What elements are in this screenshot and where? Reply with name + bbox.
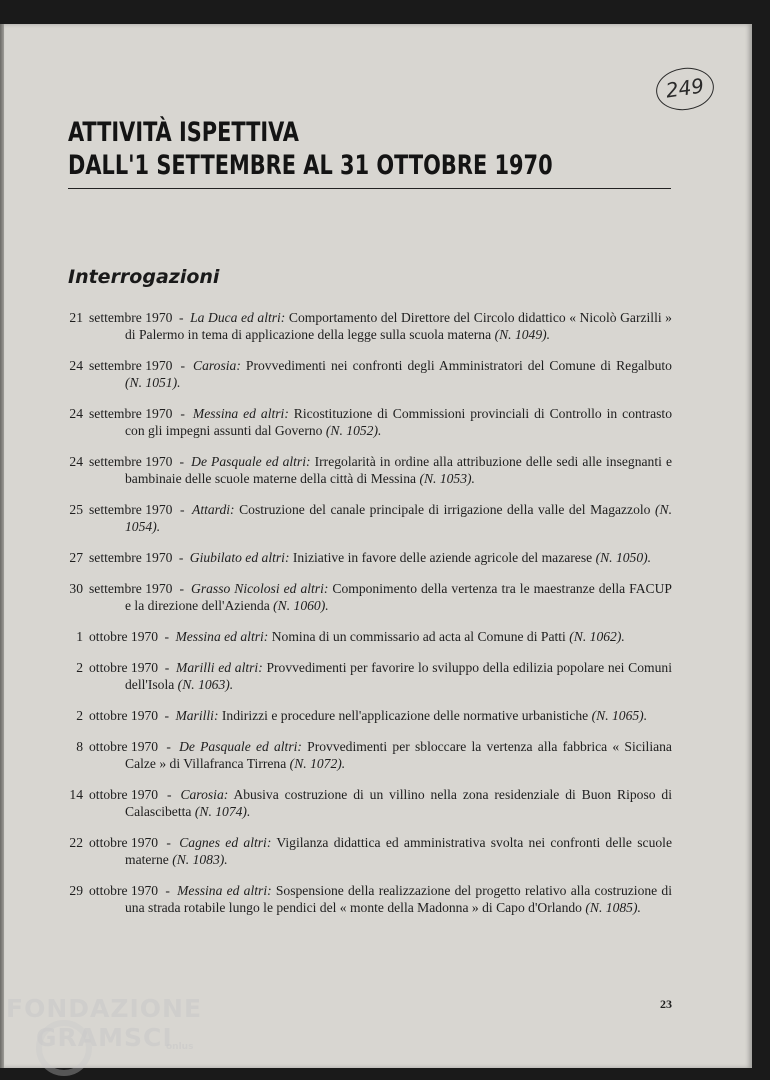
- entry-author: Giubilato ed altri:: [189, 550, 290, 565]
- list-item: [62, 405, 672, 439]
- list-item: [62, 786, 672, 820]
- entry-date: [62, 309, 172, 326]
- entry-author: De Pasquale ed altri:: [179, 739, 302, 754]
- entry-ref: (N. 1049).: [494, 327, 551, 342]
- list-item: [62, 549, 672, 566]
- entry-author: Marilli ed altri:: [176, 660, 263, 675]
- entry-separator: -: [179, 454, 185, 469]
- list-item: [62, 707, 672, 724]
- entry-month: ottobre 1970: [89, 660, 159, 675]
- entry-date: [62, 882, 158, 899]
- list-item: [62, 834, 672, 868]
- title-divider: [68, 188, 671, 189]
- entry-text: Sospensione della realizzazione del progetto relativo alla costruzione di una strada rotabile lungo le pendici del « monte della Madonna » di Capo d'Orlando: [125, 883, 672, 915]
- entry-text: Abusiva costruzione di un villino nella zona residenziale di Buon Riposo di Calascibetta: [125, 787, 673, 819]
- entry-day: 27: [69, 550, 83, 565]
- entry-separator: -: [180, 406, 185, 421]
- entry-date: [62, 357, 172, 374]
- entry-ref: (N. 1085).: [585, 900, 641, 915]
- entry-ref: (N. 1062).: [569, 629, 625, 644]
- list-item: [62, 628, 672, 645]
- entry-month: settembre 1970: [89, 454, 173, 469]
- entry-author: Carosia:: [193, 358, 241, 373]
- entry-text: Vigilanza didattica ed amministrativa svolta nei confronti delle scuole materne: [125, 835, 672, 867]
- entry-author: Messina ed altri:: [175, 629, 269, 644]
- entry-separator: -: [166, 835, 171, 850]
- entry-ref: (N. 1050).: [595, 550, 652, 565]
- entry-text: Ricostituzione di Commissioni provinciali di Controllo in contrasto con gli impegni assunti dal Governo: [125, 406, 672, 438]
- entry-separator: -: [178, 550, 184, 565]
- entry-month: ottobre 1970: [89, 708, 159, 723]
- entry-author: Marilli:: [175, 708, 219, 723]
- list-item: [62, 309, 672, 343]
- entry-day: 22: [69, 835, 83, 850]
- entry-separator: -: [165, 883, 170, 898]
- entry-text: Costruzione del canale principale di irrigazione della valle del Magazzolo: [239, 502, 651, 517]
- entry-author: Cagnes ed altri:: [179, 835, 272, 850]
- entry-text: Provvedimenti nei confronti degli Amministratori del Comune di Regalbuto: [245, 358, 672, 373]
- entry-separator: -: [166, 739, 171, 754]
- entry-month: ottobre 1970: [89, 739, 159, 754]
- entry-text: Indirizzi e procedure nell'applicazione delle normative urbanistiche: [221, 708, 589, 723]
- entry-day: 8: [76, 739, 83, 754]
- entry-text: Provvedimenti per favorire lo sviluppo della edilizia popolare nei Comuni dell'Isola: [125, 660, 672, 692]
- page-title: [68, 116, 553, 182]
- list-item: [62, 580, 672, 614]
- entry-ref: (N. 1065).: [591, 708, 648, 723]
- entry-author: Messina ed altri:: [177, 883, 272, 898]
- entry-ref: (N. 1074).: [194, 804, 251, 819]
- entry-month: settembre 1970: [89, 581, 173, 596]
- document-page: [4, 24, 752, 1068]
- entry-date: [62, 628, 158, 645]
- entry-separator: -: [179, 502, 185, 517]
- list-item: [62, 882, 672, 916]
- entry-day: 1: [76, 629, 83, 644]
- entry-separator: -: [180, 358, 185, 373]
- entry-separator: -: [179, 581, 184, 596]
- entry-month: settembre 1970: [89, 310, 173, 325]
- title-line-2: DALL'1 SETTEMBRE AL 31 OTTOBRE 1970: [68, 150, 553, 181]
- entry-day: 29: [69, 883, 83, 898]
- entry-date: [62, 501, 172, 518]
- entry-day: 21: [69, 310, 83, 325]
- entry-ref: (N. 1054).: [125, 502, 672, 534]
- entry-date: [62, 659, 158, 676]
- entry-text: Provvedimenti per sbloccare la vertenza alla fabbrica « Siciliana Calze » di Villafranca Tirrena: [125, 739, 672, 771]
- entry-month: settembre 1970: [89, 406, 173, 421]
- entries-list: [62, 309, 672, 930]
- watermark-line-2: GRAMSCI: [36, 1023, 173, 1052]
- entry-author: Messina ed altri:: [192, 406, 289, 421]
- entry-text: Iniziative in favore delle aziende agricole del mazarese: [292, 550, 593, 565]
- section-heading: Interrogazioni: [68, 266, 220, 288]
- title-line-1: ATTIVITÀ ISPETTIVA: [68, 117, 299, 148]
- entry-day: 2: [76, 660, 83, 675]
- entry-day: 2: [76, 708, 83, 723]
- entry-month: ottobre 1970: [89, 629, 159, 644]
- entry-author: De Pasquale ed altri:: [191, 454, 311, 469]
- entry-ref: (N. 1053).: [419, 471, 475, 486]
- entry-day: 14: [69, 787, 83, 802]
- entry-month: ottobre 1970: [89, 835, 159, 850]
- watermark: [6, 994, 202, 1052]
- list-item: [62, 357, 672, 391]
- entry-ref: (N. 1051).: [125, 375, 181, 390]
- archive-stamp: 249: [653, 64, 716, 114]
- entry-date: [62, 707, 158, 724]
- entry-text: Nomina di un commissario ad acta al Comune di Patti: [271, 629, 566, 644]
- entry-month: settembre 1970: [89, 502, 173, 517]
- entry-month: settembre 1970: [89, 550, 173, 565]
- entry-ref: (N. 1052).: [325, 423, 382, 438]
- entry-author: Grasso Nicolosi ed altri:: [191, 581, 329, 596]
- watermark-line-1: FONDAZIONE: [6, 994, 203, 1023]
- entry-separator: -: [167, 787, 172, 802]
- entry-date: [62, 453, 172, 470]
- entry-date: [62, 549, 172, 566]
- entry-ref: (N. 1063).: [177, 677, 234, 692]
- entry-day: 25: [69, 502, 83, 517]
- entry-date: [62, 786, 158, 803]
- entry-text: Comportamento del Direttore del Circolo didattico « Nicolò Garzilli » di Palermo in tema di applicazione della legge sulla scuola materna: [125, 310, 672, 342]
- entry-date: [62, 834, 158, 851]
- entry-date: [62, 738, 158, 755]
- list-item: [62, 453, 672, 487]
- watermark-suffix: onlus: [166, 1042, 194, 1052]
- entry-day: 30: [69, 581, 83, 596]
- entry-ref: (N. 1060).: [273, 598, 329, 613]
- list-item: [62, 659, 672, 693]
- entry-ref: (N. 1072).: [289, 756, 346, 771]
- entry-separator: -: [164, 708, 170, 723]
- entry-month: settembre 1970: [89, 358, 173, 373]
- entry-text: Componimento della vertenza tra le maestranze della FACUP e la direzione dell'Azienda: [125, 581, 672, 613]
- entry-day: 24: [69, 454, 83, 469]
- list-item: [62, 738, 672, 772]
- entry-author: Attardi:: [192, 502, 235, 517]
- entry-separator: -: [164, 629, 170, 644]
- entry-separator: -: [164, 660, 170, 675]
- entry-author: La Duca ed altri:: [190, 310, 286, 325]
- entry-separator: -: [179, 310, 184, 325]
- entry-date: [62, 405, 172, 422]
- list-item: [62, 501, 672, 535]
- entry-month: ottobre 1970: [89, 883, 159, 898]
- entry-date: [62, 580, 172, 597]
- entry-ref: (N. 1083).: [172, 852, 228, 867]
- entry-day: 24: [69, 358, 83, 373]
- entry-month: ottobre 1970: [89, 787, 159, 802]
- page-number: 23: [660, 997, 672, 1011]
- entry-day: 24: [69, 406, 83, 421]
- entry-author: Carosia:: [180, 787, 229, 802]
- entry-text: Irregolarità in ordine alla attribuzione delle sedi alle insegnanti e bambinaie delle scuole materne della città di Messina: [125, 454, 672, 486]
